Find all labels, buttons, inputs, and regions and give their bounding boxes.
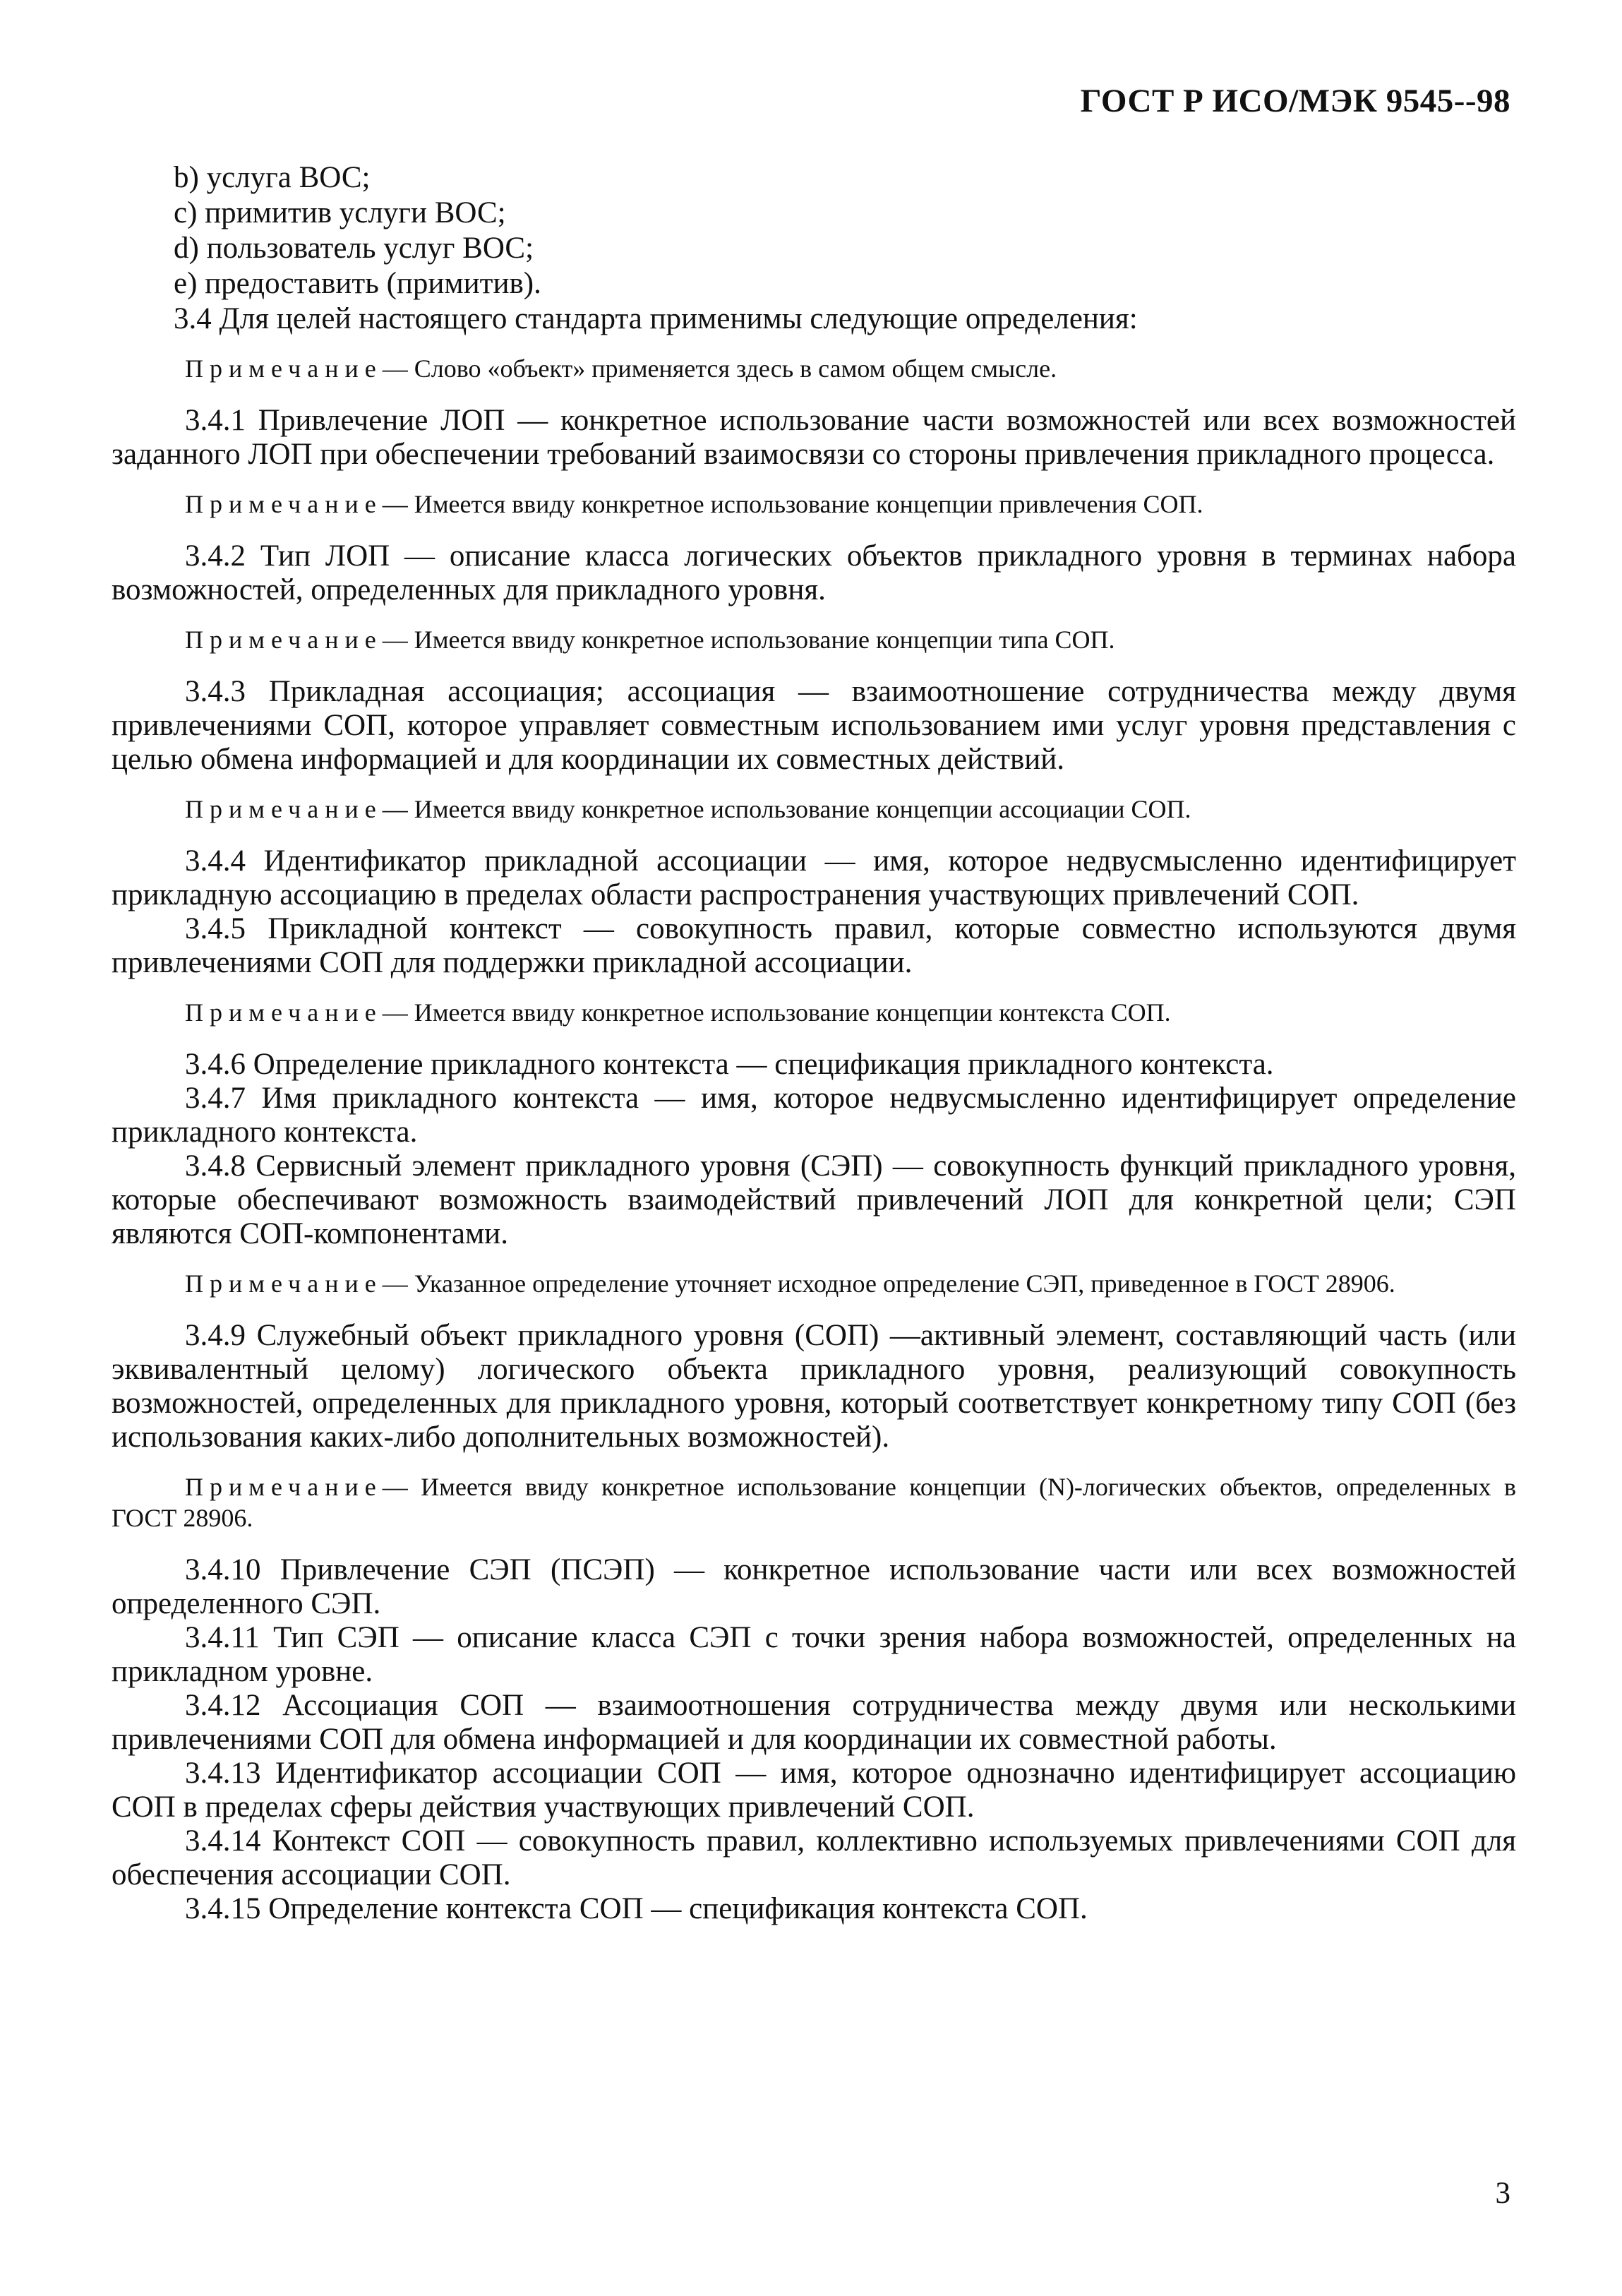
definition-3-4-4: 3.4.4 Идентификатор прикладной ассоциации — имя, которое недвусмысленно идентифицирует прикладную ассоциацию в пределах области распространения участвующих привлечений СОП. [112,844,1516,911]
note-label: Примечание [185,1473,383,1501]
definition-3-4-2: 3.4.2 Тип ЛОП — описание класса логических объектов прикладного уровня в терминах набора возможностей, определенных для прикладного уровня. [112,539,1516,606]
note-label: Примечание [185,490,383,518]
note-text: — Слово «объект» применяется здесь в самом общем смысле. [382,354,1057,383]
note-text: — Имеется ввиду конкретное использование концепции ассоциации СОП. [382,795,1191,823]
definition-3-4-14: 3.4.14 Контекст СОП — совокупность правил, коллективно используемых привлечениями СОП для обеспечения ассоциации СОП. [112,1824,1516,1891]
definition-3-4-11: 3.4.11 Тип СЭП — описание класса СЭП с точки зрения набора возможностей, определенных на прикладном уровне. [112,1621,1516,1688]
note-label: Примечание [185,1269,383,1298]
note-text: — Имеется ввиду конкретное использование концепции (N)-логических объектов, определенных в ГОСТ 28906. [112,1473,1516,1532]
definition-3-4-3: 3.4.3 Прикладная ассоциация; ассоциация — взаимоотношение сотрудничества между двумя привлечениями СОП, которое управляет совместным использованием ими услуг уровня представления с целью обмена информацией и для координации их совместных действий. [112,675,1516,776]
definition-3-4-13: 3.4.13 Идентификатор ассоциации СОП — имя, которое однозначно идентифицирует ассоциацию СОП в пределах сферы действия участвующих привлечений СОП. [112,1757,1516,1824]
note-text: — Имеется ввиду конкретное использование концепции контекста СОП. [382,998,1171,1027]
list-item-c: с) примитив услуги ВОС; [174,196,506,229]
list-item-e: е) предоставить (примитив). [174,267,541,300]
note-label: Примечание [185,795,383,823]
paragraph-3-4: 3.4 Для целей настоящего стандарта применимы следующие определения: [174,302,1138,335]
note-6 [112,1471,1516,1533]
definition-3-4-9: 3.4.9 Служебный объект прикладного уровня (СОП) —активный элемент, составляющий часть (или эквивалентный целому) логического объекта прикладного уровня, реализующий совокупность возможностей, определенных для прикладного уровня, который соответствует конкретному типу СОП (без использования каких-либо дополнительных возможностей). [112,1319,1516,1454]
note-text: — Указанное определение уточняет исходное определение СЭП, приведенное в ГОСТ 28906. [382,1269,1395,1298]
note-2 [112,624,1516,655]
definition-3-4-7: 3.4.7 Имя прикладного контекста — имя, которое недвусмысленно идентифицирует определение прикладного контекста. [112,1082,1516,1149]
definition-3-4-12: 3.4.12 Ассоциация СОП — взаимоотношения сотрудничества между двумя или несколькими привлечениями СОП для обмена информацией и для координации их совместной работы. [112,1689,1516,1756]
note-label: Примечание [185,354,383,383]
note-label: Примечание [185,998,383,1027]
page-body [112,161,1516,1926]
definition-3-4-1: 3.4.1 Привлечение ЛОП — конкретное использование части возможностей или всех возможностей заданного ЛОП при обеспечении требований взаимосвязи со стороны привлечения прикладного процесса. [112,404,1516,471]
note-1 [112,489,1516,520]
note-label: Примечание [185,626,383,654]
note-3 [112,794,1516,825]
document-header: ГОСТ Р ИСО/МЭК 9545--98 [1080,83,1510,119]
definition-3-4-15: 3.4.15 Определение контекста СОП — спецификация контекста СОП. [185,1892,1088,1925]
list-item-b: b) услуга ВОС; [174,161,371,194]
note-0 [112,353,1516,384]
definition-3-4-10: 3.4.10 Привлечение СЭП (ПСЭП) — конкретное использование части или всех возможностей определенного СЭП. [112,1553,1516,1620]
note-text: — Имеется ввиду конкретное использование концепции типа СОП. [382,626,1115,654]
page-number: 3 [1495,2177,1510,2210]
definition-3-4-5: 3.4.5 Прикладной контекст — совокупность правил, которые совместно используются двумя привлечениями СОП для поддержки прикладной ассоциации. [112,912,1516,979]
definition-3-4-8: 3.4.8 Сервисный элемент прикладного уровня (СЭП) — совокупность функций прикладного уровня, которые обеспечивают возможность взаимодействий привлечений ЛОП для конкретной цели; СЭП являются СОП-компонентами. [112,1149,1516,1250]
definition-3-4-6: 3.4.6 Определение прикладного контекста — спецификация прикладного контекста. [185,1048,1274,1081]
note-text: — Имеется ввиду конкретное использование концепции привлечения СОП. [382,490,1203,518]
note-4 [112,997,1516,1028]
note-5 [112,1268,1516,1299]
list-item-d: d) пользователь услуг ВОС; [174,232,534,265]
